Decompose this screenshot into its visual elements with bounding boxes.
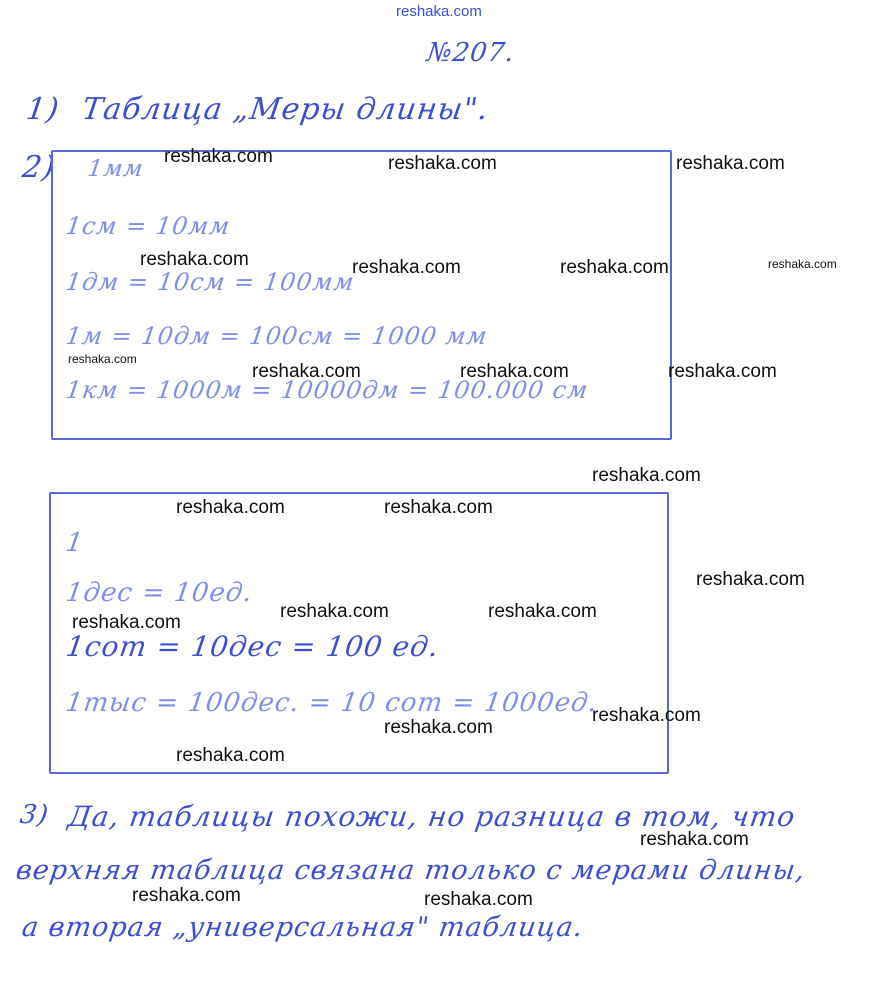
item-2-number: 2) bbox=[20, 150, 58, 185]
place-value-table-row: 1сот = 10дес = 100 ед. bbox=[64, 630, 442, 663]
watermark: reshaka.com bbox=[384, 497, 493, 518]
answer-line: Да, таблицы похожи, но разница в том, что bbox=[66, 800, 798, 833]
watermark: reshaka.com bbox=[280, 601, 389, 622]
watermark: reshaka.com bbox=[768, 257, 837, 271]
place-value-table-row: 1тыс = 100дес. = 10 сот = 1000ед. bbox=[64, 688, 600, 718]
watermark: reshaka.com bbox=[384, 717, 493, 738]
item-3-number: 3) bbox=[18, 800, 51, 830]
watermark: reshaka.com bbox=[488, 601, 597, 622]
site-header-link[interactable]: reshaka.com bbox=[396, 3, 482, 20]
watermark: reshaka.com bbox=[592, 465, 701, 486]
watermark: reshaka.com bbox=[560, 257, 669, 278]
watermark: reshaka.com bbox=[140, 249, 249, 270]
problem-number: №207. bbox=[425, 38, 517, 68]
length-table-row: 1км = 1000м = 10000дм = 100.000 см bbox=[64, 376, 591, 404]
watermark: reshaka.com bbox=[72, 612, 181, 633]
watermark: reshaka.com bbox=[352, 257, 461, 278]
watermark: reshaka.com bbox=[424, 889, 533, 910]
item-1-text: Таблица „Меры длины". bbox=[80, 92, 492, 127]
place-value-table-row: 1дес = 10ед. bbox=[64, 578, 255, 608]
length-table-row: 1м = 10дм = 100см = 1000 мм bbox=[64, 322, 490, 350]
watermark: reshaka.com bbox=[164, 146, 273, 167]
watermark: reshaka.com bbox=[460, 361, 569, 382]
watermark: reshaka.com bbox=[176, 745, 285, 766]
length-table-row: 1дм = 10см = 100мм bbox=[64, 268, 357, 296]
length-table-row: 1мм bbox=[86, 156, 146, 182]
item-1-number: 1) bbox=[24, 92, 62, 127]
watermark: reshaka.com bbox=[388, 153, 497, 174]
watermark: reshaka.com bbox=[640, 829, 749, 850]
place-value-table-row: 1 bbox=[64, 528, 86, 558]
watermark: reshaka.com bbox=[668, 361, 777, 382]
watermark: reshaka.com bbox=[176, 497, 285, 518]
length-table-row: 1см = 10мм bbox=[64, 212, 233, 240]
answer-line: верхняя таблица связана только с мерами длины, bbox=[14, 855, 808, 886]
watermark: reshaka.com bbox=[132, 885, 241, 906]
watermark: reshaka.com bbox=[252, 361, 361, 382]
answer-line: а вторая „универсальная" таблица. bbox=[20, 912, 586, 943]
watermark: reshaka.com bbox=[68, 352, 137, 366]
watermark: reshaka.com bbox=[592, 705, 701, 726]
watermark: reshaka.com bbox=[676, 153, 785, 174]
watermark: reshaka.com bbox=[696, 569, 805, 590]
